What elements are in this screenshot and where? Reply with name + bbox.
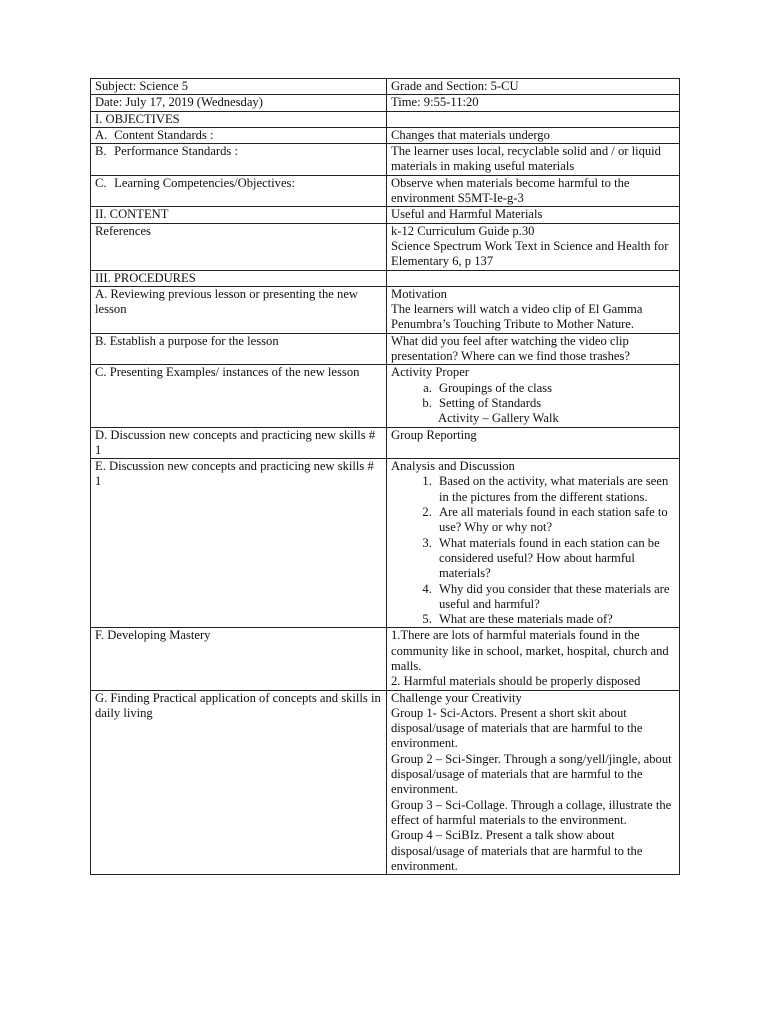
procedure-d-value: Group Reporting	[387, 427, 680, 459]
table-row	[91, 459, 680, 628]
label-text: Learning Competencies/Objectives:	[114, 175, 295, 190]
objectives-heading: I. OBJECTIVES	[91, 111, 387, 127]
mastery-line: 2. Harmful materials should be properly disposed	[391, 674, 641, 689]
motivation-text: The learners will watch a video clip of El Gamma Penumbra’s Touching Tribute to Mother Nature.	[391, 302, 643, 332]
list-letter: B.	[95, 144, 107, 159]
table-row	[91, 207, 680, 223]
procedure-a-value	[387, 286, 680, 333]
procedure-e-label: E. Discussion new concepts and practicing new skills # 1	[91, 459, 387, 628]
table-row	[91, 223, 680, 270]
procedure-b-value: What did you feel after watching the video clip presentation? Where can we find those trashes?	[387, 333, 680, 365]
reference-item: k-12 Curriculum Guide p.30	[391, 223, 535, 238]
table-row	[91, 111, 680, 127]
list-item: 4. Why did you consider that these materials are useful and harmful?	[435, 582, 675, 613]
table-row	[91, 333, 680, 365]
analysis-title: Analysis and Discussion	[391, 459, 515, 474]
activity-title: Activity Proper	[391, 365, 469, 380]
list-letter: C.	[95, 175, 107, 190]
list-item: 3. What materials found in each station can be considered useful? How about harmful materials?	[435, 536, 675, 582]
lesson-plan-table	[90, 78, 680, 875]
procedure-b-label: B. Establish a purpose for the lesson	[91, 333, 387, 365]
performance-standards-label	[91, 144, 387, 176]
procedure-c-value	[387, 365, 680, 427]
table-row	[91, 144, 680, 176]
table-row	[91, 628, 680, 690]
motivation-title: Motivation	[391, 286, 447, 301]
table-row	[91, 365, 680, 427]
table-row	[91, 690, 680, 875]
table-row	[91, 127, 680, 143]
table-row	[91, 286, 680, 333]
table-row	[91, 270, 680, 286]
activity-list	[391, 381, 675, 412]
list-item: a. Groupings of the class	[435, 381, 675, 396]
label-text: Performance Standards :	[114, 144, 238, 159]
empty-cell	[387, 111, 680, 127]
performance-standards-value: The learner uses local, recyclable solid and / or liquid materials in making useful materials	[387, 144, 680, 176]
competencies-label	[91, 175, 387, 207]
content-standards-label	[91, 127, 387, 143]
subject-cell: Subject: Science 5	[91, 79, 387, 95]
references-label: References	[91, 223, 387, 270]
time-cell: Time: 9:55-11:20	[387, 95, 680, 111]
group-line: Group 4 – SciBIz. Present a talk show about disposal/usage of materials that are harmful to the environment.	[391, 828, 643, 873]
procedure-g-value	[387, 690, 680, 875]
table-row	[91, 175, 680, 207]
competencies-value: Observe when materials become harmful to the environment S5MT-Ie-g-3	[387, 175, 680, 207]
mastery-line: 1.There are lots of harmful materials found in the community like in school, market, hospital, church and malls.	[391, 628, 669, 673]
group-line: Group 1- Sci-Actors. Present a short skit about disposal/usage of materials that are harmful to the environment.	[391, 705, 643, 751]
group-line: Group 3 – Sci-Collage. Through a collage, illustrate the effect of harmful materials to the environment.	[391, 797, 672, 827]
procedures-heading: III. PROCEDURES	[91, 270, 387, 286]
discussion-list	[391, 474, 675, 627]
procedure-d-label: D. Discussion new concepts and practicing new skills # 1	[91, 427, 387, 459]
table-row	[91, 79, 680, 95]
procedure-a-label: A. Reviewing previous lesson or presenting the new lesson	[91, 286, 387, 333]
grade-cell: Grade and Section: 5-CU	[387, 79, 680, 95]
procedure-e-value	[387, 459, 680, 628]
reference-item: Science Spectrum Work Text in Science and Health for Elementary 6, p 137	[391, 238, 669, 269]
procedure-c-label: C. Presenting Examples/ instances of the new lesson	[91, 365, 387, 427]
content-standards-value: Changes that materials undergo	[387, 127, 680, 143]
list-item: 1. Based on the activity, what materials are seen in the pictures from the different stations.	[435, 474, 675, 505]
table-row	[91, 95, 680, 111]
content-value: Useful and Harmful Materials	[387, 207, 680, 223]
label-text: Content Standards :	[114, 127, 214, 142]
procedure-f-value	[387, 628, 680, 690]
list-item: 2. Are all materials found in each station safe to use? Why or why not?	[435, 505, 675, 536]
references-value	[387, 223, 680, 270]
date-cell: Date: July 17, 2019 (Wednesday)	[91, 95, 387, 111]
procedure-f-label: F. Developing Mastery	[91, 628, 387, 690]
table-row	[91, 427, 680, 459]
list-item: b. Setting of Standards	[435, 396, 675, 411]
list-letter: A.	[95, 127, 108, 142]
content-heading: II. CONTENT	[91, 207, 387, 223]
empty-cell	[387, 270, 680, 286]
group-line: Group 2 – Sci-Singer. Through a song/yell/jingle, about disposal/usage of materials that are harmful to the environment.	[391, 751, 672, 797]
gallery-walk-text: Activity – Gallery Walk	[438, 411, 559, 426]
procedure-g-label: G. Finding Practical application of concepts and skills in daily living	[91, 690, 387, 875]
challenge-title: Challenge your Creativity	[391, 690, 522, 705]
list-item: 5. What are these materials made of?	[435, 612, 675, 627]
